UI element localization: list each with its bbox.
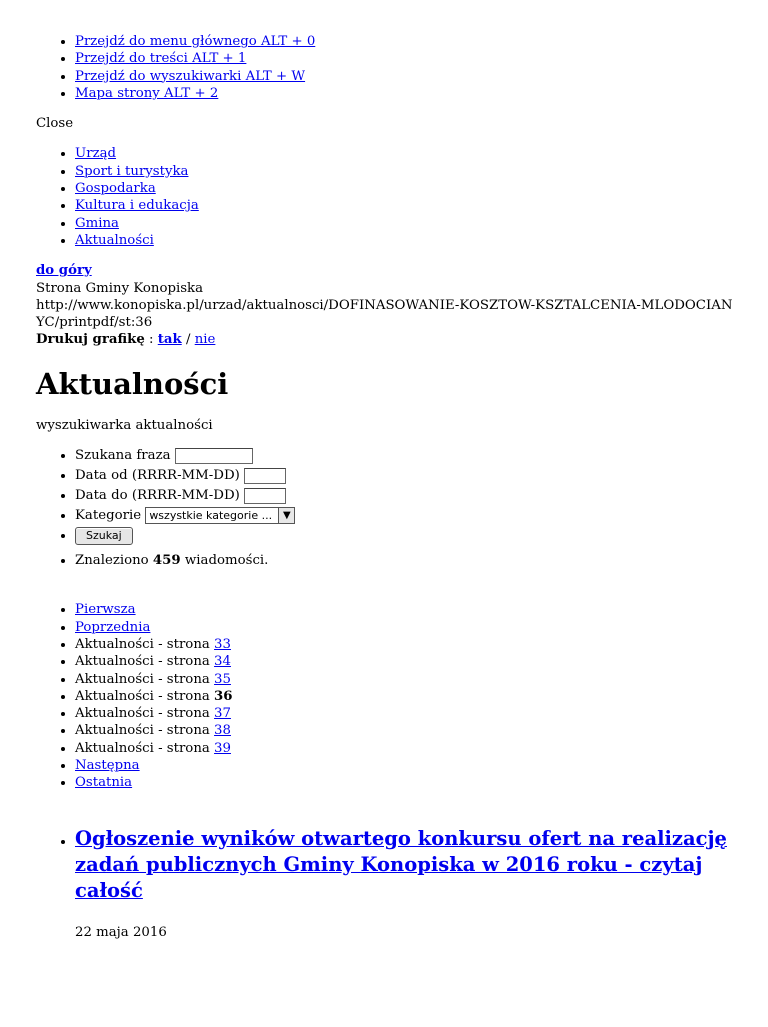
pager-item (75, 722, 746, 739)
date-from-label: Data od (RRRR-MM-DD) (75, 468, 240, 484)
page-prefix: Aktualności - strona (75, 706, 210, 722)
main-menu-item (75, 163, 746, 180)
category-row (75, 506, 746, 526)
category-label: Kategorie (75, 508, 142, 524)
main-menu-item (75, 197, 746, 214)
menu-link-urzad[interactable]: Urząd (75, 146, 117, 162)
search-form (36, 446, 746, 546)
first-page-link[interactable]: Pierwsza (75, 602, 136, 618)
page-prefix: Aktualności - strona (75, 688, 210, 704)
page-link[interactable]: 33 (214, 636, 231, 652)
sitemap-link[interactable]: Mapa strony ALT + 2 (75, 85, 219, 101)
page-prefix: Aktualności - strona (75, 671, 210, 687)
page (0, 33, 746, 941)
page-link[interactable]: 39 (214, 740, 231, 756)
site-name: Strona Gminy Konopiska (36, 280, 204, 296)
current-page: 36 (214, 688, 233, 704)
menu-link-sport[interactable]: Sport i turystyka (75, 163, 189, 179)
news-date: 22 maja 2016 (75, 924, 167, 940)
news-title-link[interactable]: Ogłoszenie wyników otwartego konkursu ofert na realizację zadań publicznych Gminy Konopiska w 2016 roku - czytaj całość (75, 826, 727, 902)
print-info (36, 262, 736, 348)
skip-to-main-menu-link[interactable]: Przejdź do menu głównego ALT + 0 (75, 34, 316, 49)
menu-link-gospodarka[interactable]: Gospodarka (75, 181, 156, 197)
close-label[interactable]: Close (36, 116, 74, 132)
menu-link-gmina[interactable]: Gmina (75, 215, 119, 231)
search-title: wyszukiwarka aktualności (36, 417, 213, 433)
chevron-down-icon[interactable]: ▼ (278, 508, 294, 523)
news-list (36, 826, 746, 941)
pager-item (75, 601, 746, 618)
date-from-input[interactable] (244, 468, 286, 484)
category-select[interactable] (145, 507, 295, 524)
search-phrase-label: Szukana fraza (75, 448, 171, 464)
page-prefix: Aktualności - strona (75, 636, 210, 652)
main-menu-item (75, 215, 746, 232)
date-from-row (75, 466, 746, 486)
date-to-input[interactable] (244, 488, 286, 504)
pager-item (75, 653, 746, 670)
results-count: 459 (152, 553, 181, 569)
separator: / (185, 332, 191, 348)
category-select-value: wszystkie kategorie ... (146, 508, 278, 523)
previous-page-link[interactable]: Poprzednia (75, 619, 151, 635)
skip-link-item (75, 50, 746, 67)
pager-item (75, 740, 746, 757)
skip-to-content-link[interactable]: Przejdź do treści ALT + 1 (75, 51, 247, 67)
pager-item (75, 705, 746, 722)
pager-item (75, 671, 746, 688)
results-count-item (75, 552, 746, 569)
news-item (75, 826, 746, 941)
page-prefix: Aktualności - strona (75, 654, 210, 670)
submit-row (75, 526, 746, 546)
skip-link-item (75, 33, 746, 50)
back-to-top-link[interactable]: do góry (36, 263, 92, 279)
skip-link-item (75, 68, 746, 85)
menu-link-kultura[interactable]: Kultura i edukacja (75, 198, 199, 214)
main-menu (36, 145, 746, 249)
next-page-link[interactable]: Następna (75, 758, 140, 774)
news-title (75, 826, 746, 904)
page-prefix: Aktualności - strona (75, 740, 210, 756)
skip-link-item (75, 85, 746, 102)
page-link[interactable]: 37 (214, 706, 231, 722)
pager-item (75, 757, 746, 774)
print-graphics-yes-link[interactable]: tak (157, 332, 182, 348)
pagination (36, 601, 746, 791)
pager-item (75, 688, 746, 705)
date-to-label: Data do (RRRR-MM-DD) (75, 488, 240, 504)
print-graphics-no-link[interactable]: nie (194, 332, 216, 348)
pager-item (75, 636, 746, 653)
page-link[interactable]: 38 (214, 723, 231, 739)
page-prefix: Aktualności - strona (75, 723, 210, 739)
search-phrase-row (75, 446, 746, 466)
date-to-row (75, 486, 746, 506)
page-link[interactable]: 34 (214, 654, 231, 670)
results-summary (36, 552, 746, 569)
page-link[interactable]: 35 (214, 671, 231, 687)
main-menu-item (75, 180, 746, 197)
last-page-link[interactable]: Ostatnia (75, 775, 133, 791)
menu-link-aktualnosci[interactable]: Aktualności (75, 232, 154, 248)
pager-item (75, 619, 746, 636)
page-title: Aktualności (36, 366, 229, 401)
colon: : (149, 332, 154, 348)
print-graphics-row (36, 331, 736, 348)
search-button[interactable]: Szukaj (75, 527, 133, 545)
search-phrase-input[interactable] (175, 448, 253, 464)
main-menu-item (75, 145, 746, 162)
main-menu-item (75, 232, 746, 249)
pager-item (75, 774, 746, 791)
skip-links (36, 33, 746, 102)
results-prefix: Znaleziono (75, 553, 149, 569)
print-graphics-label: Drukuj grafikę (36, 332, 145, 348)
results-suffix: wiadomości. (184, 553, 269, 569)
print-url: http://www.konopiska.pl/urzad/aktualnosci/DOFINASOWANIE-KOSZTOW-KSZTALCENIA-MLODOCIANYC/printpdf/st:36 (36, 297, 733, 331)
skip-to-search-link[interactable]: Przejdź do wyszukiwarki ALT + W (75, 68, 306, 84)
